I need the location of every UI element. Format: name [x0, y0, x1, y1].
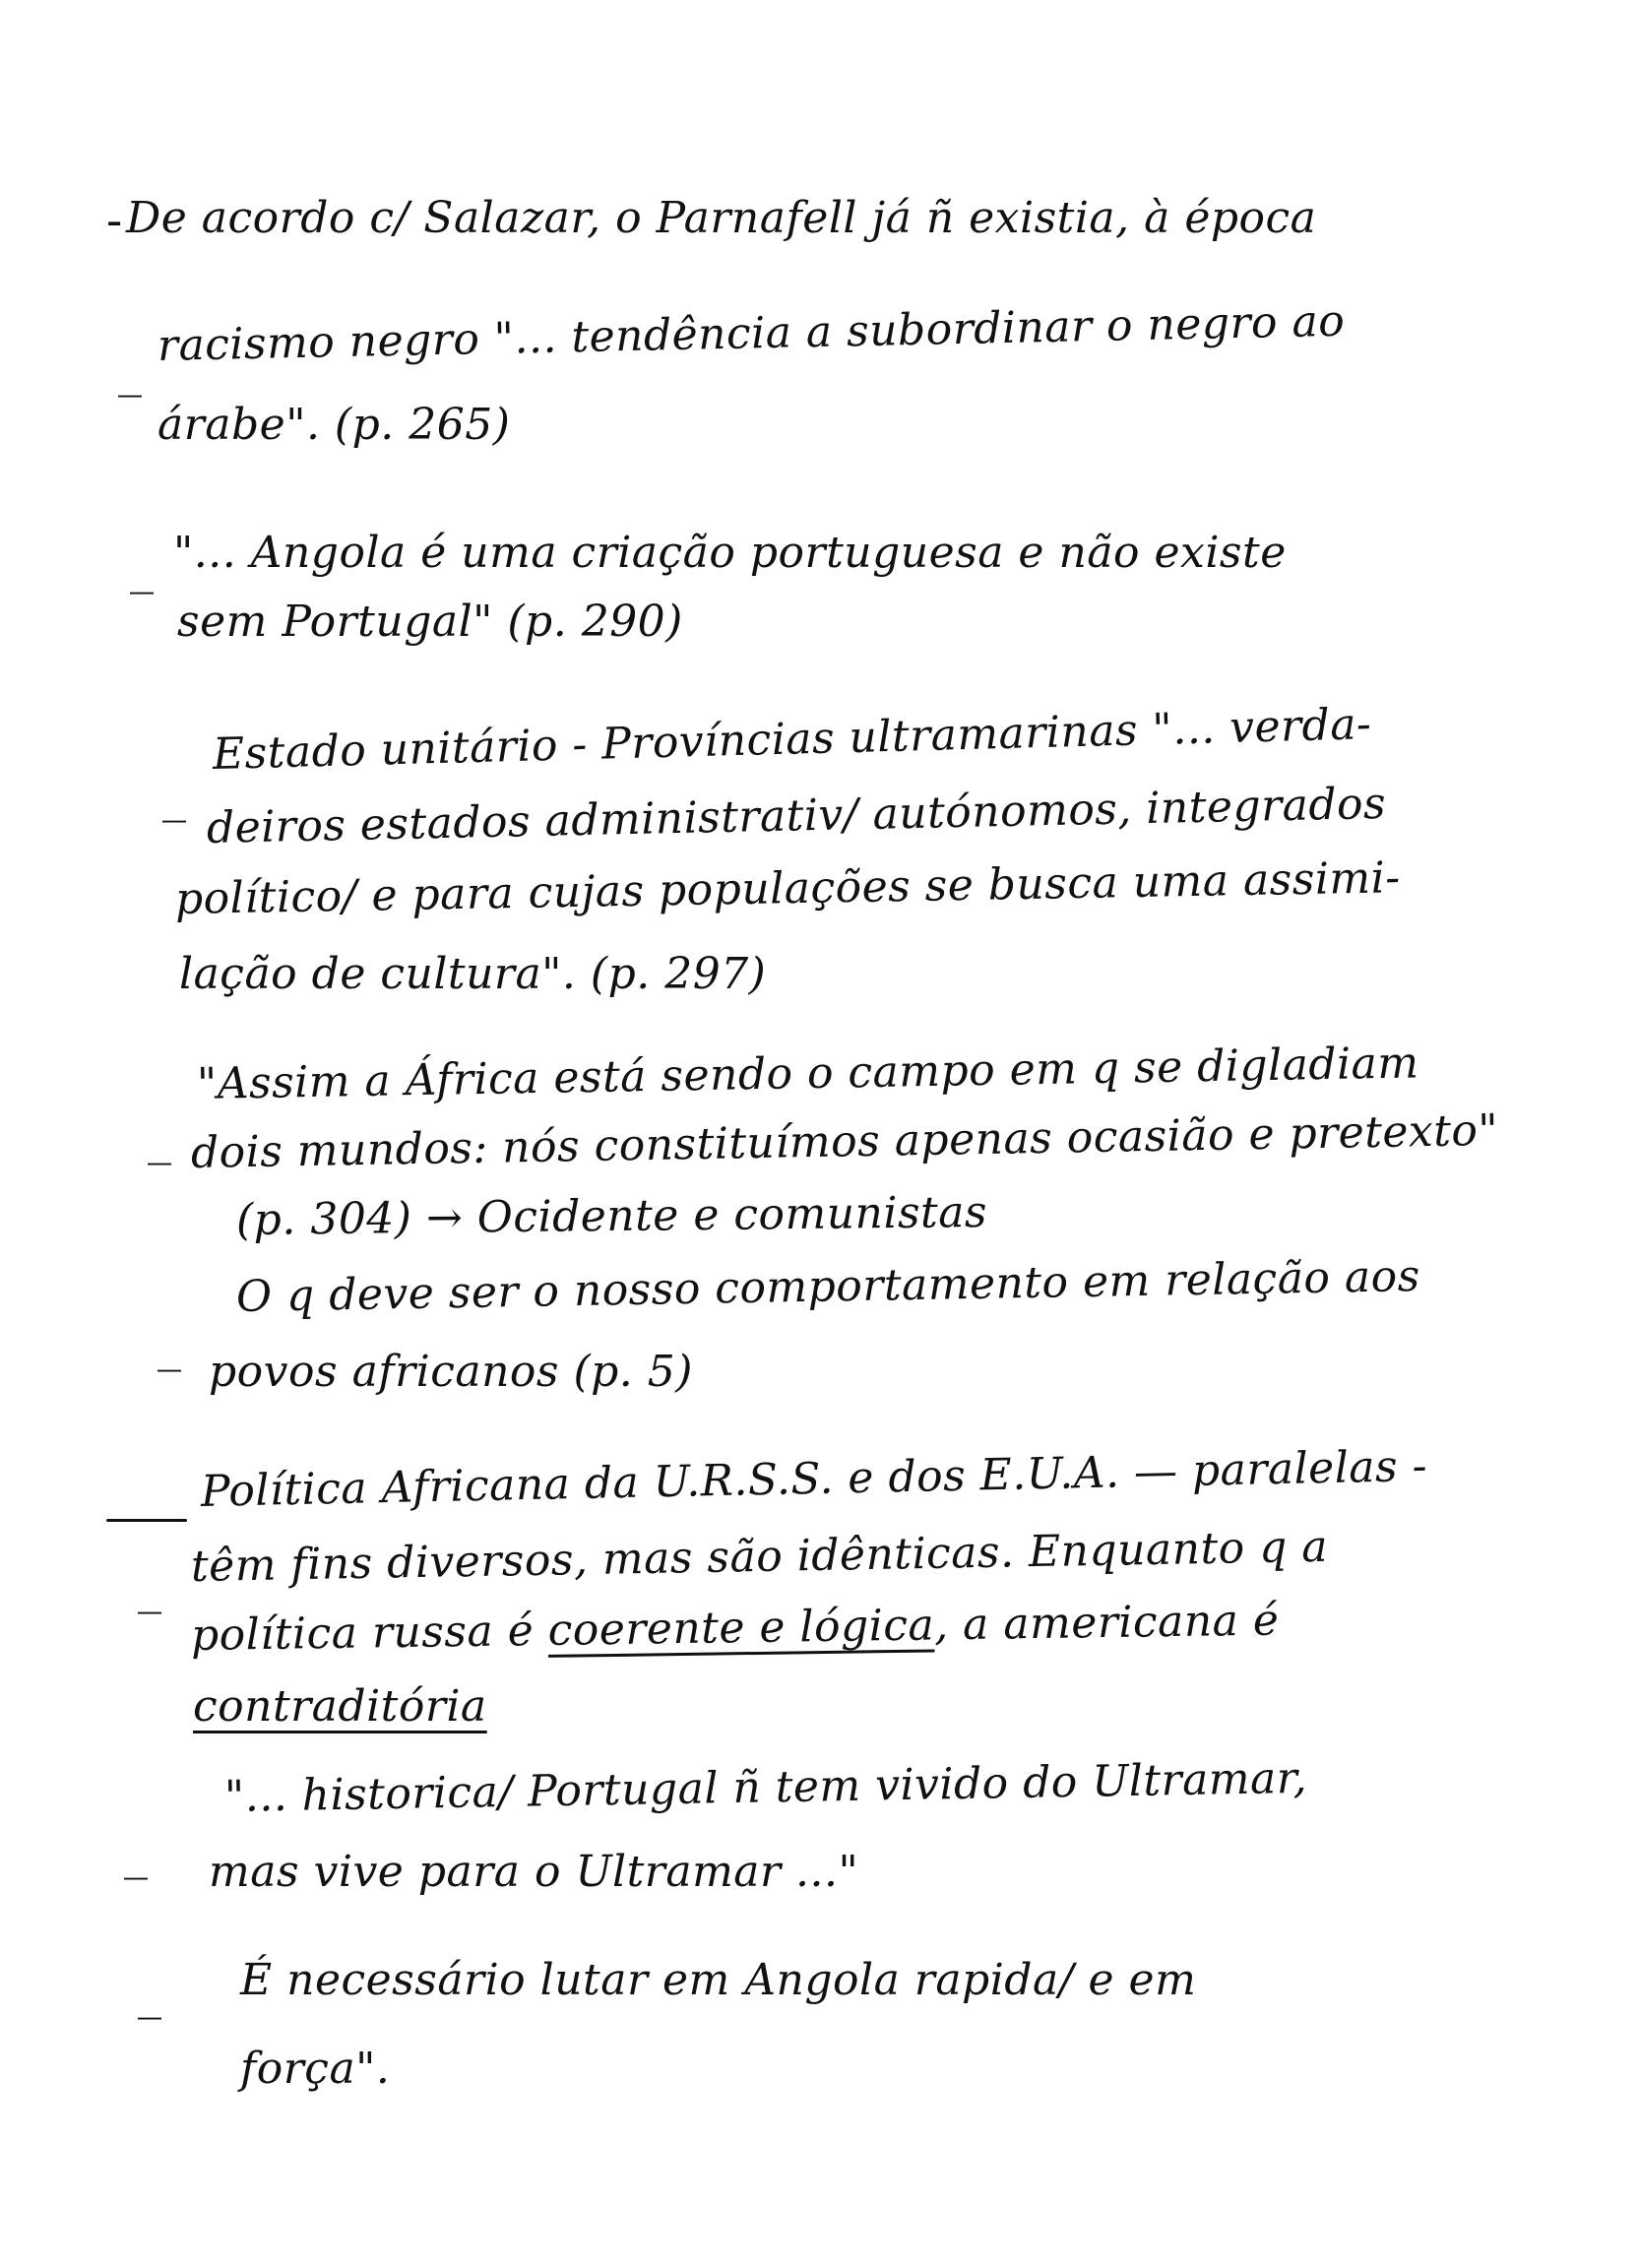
note-7-line-4: contraditória: [193, 1681, 487, 1732]
note-7-dash-2: _: [138, 1559, 161, 1614]
note-5-line-1: "Assim a África está sendo o campo em q se digladiam: [196, 1038, 1419, 1109]
note-7-line-3-start: política russa é: [190, 1605, 549, 1661]
note-1-dash: -: [106, 193, 123, 248]
note-2-line-2: árabe". (p. 265): [158, 400, 511, 450]
note-1-line-1: De acordo c/ Salazar, o Parnafell já ñ existia, à época: [126, 193, 1317, 243]
note-9-line-2: força".: [240, 2044, 391, 2094]
note-5-line-2: dois mundos: nós constituímos apenas ocasião e pretexto": [190, 1104, 1499, 1178]
note-7-line-2: têm fins diversos, mas são idênticas. Enquanto q a: [190, 1521, 1329, 1592]
note-4-line-3: político/ e para cujas populações se busca uma assimi-: [174, 852, 1402, 924]
note-9-line-1: É necessário lutar em Angola rapida/ e em: [240, 1955, 1197, 2005]
note-9-dash: _: [138, 1965, 161, 2020]
note-7-long-dash: [106, 1519, 187, 1522]
note-5-dash: _: [148, 1110, 171, 1166]
note-8-dash: _: [124, 1825, 148, 1880]
note-3-line-2: sem Portugal" (p. 290): [177, 597, 683, 647]
note-2-line-1: racismo negro "... tendência a subordinar o negro ao: [157, 295, 1346, 371]
note-7-line-3-end: , a americana é: [933, 1595, 1280, 1651]
note-6-line-1: O q deve ser o nosso comportamento em relação aos: [235, 1251, 1421, 1322]
note-4-line-2: deiros estados administrativ/ autónomos, integrados: [206, 778, 1387, 853]
note-3-dash: _: [130, 539, 154, 595]
note-3-line-1: "... Angola é uma criação portuguesa e não existe: [173, 528, 1287, 578]
note-7-line-1: Política Africana da U.R.S.S. e dos E.U.A. — paralelas -: [200, 1440, 1428, 1517]
note-7-line-3: [190, 1595, 1280, 1661]
note-4-dash: _: [162, 768, 186, 823]
note-4-line-1: Estado unitário - Províncias ultramarinas "... verda-: [212, 699, 1372, 780]
note-5-line-3: (p. 304) → Ocidente e comunistas: [235, 1187, 988, 1245]
note-4-line-4: lação de cultura". (p. 297): [179, 949, 767, 999]
note-7-underlined-phrase: coerente e lógica: [547, 1600, 935, 1656]
note-6-line-2: povos africanos (p. 5): [209, 1347, 693, 1397]
note-2-dash: _: [118, 343, 142, 398]
note-6-dash: _: [158, 1317, 181, 1372]
note-8-line-2: mas vive para o Ultramar ...": [209, 1847, 859, 1897]
note-8-line-1: "... historica/ Portugal ñ tem vivido do Ultramar,: [223, 1752, 1308, 1822]
